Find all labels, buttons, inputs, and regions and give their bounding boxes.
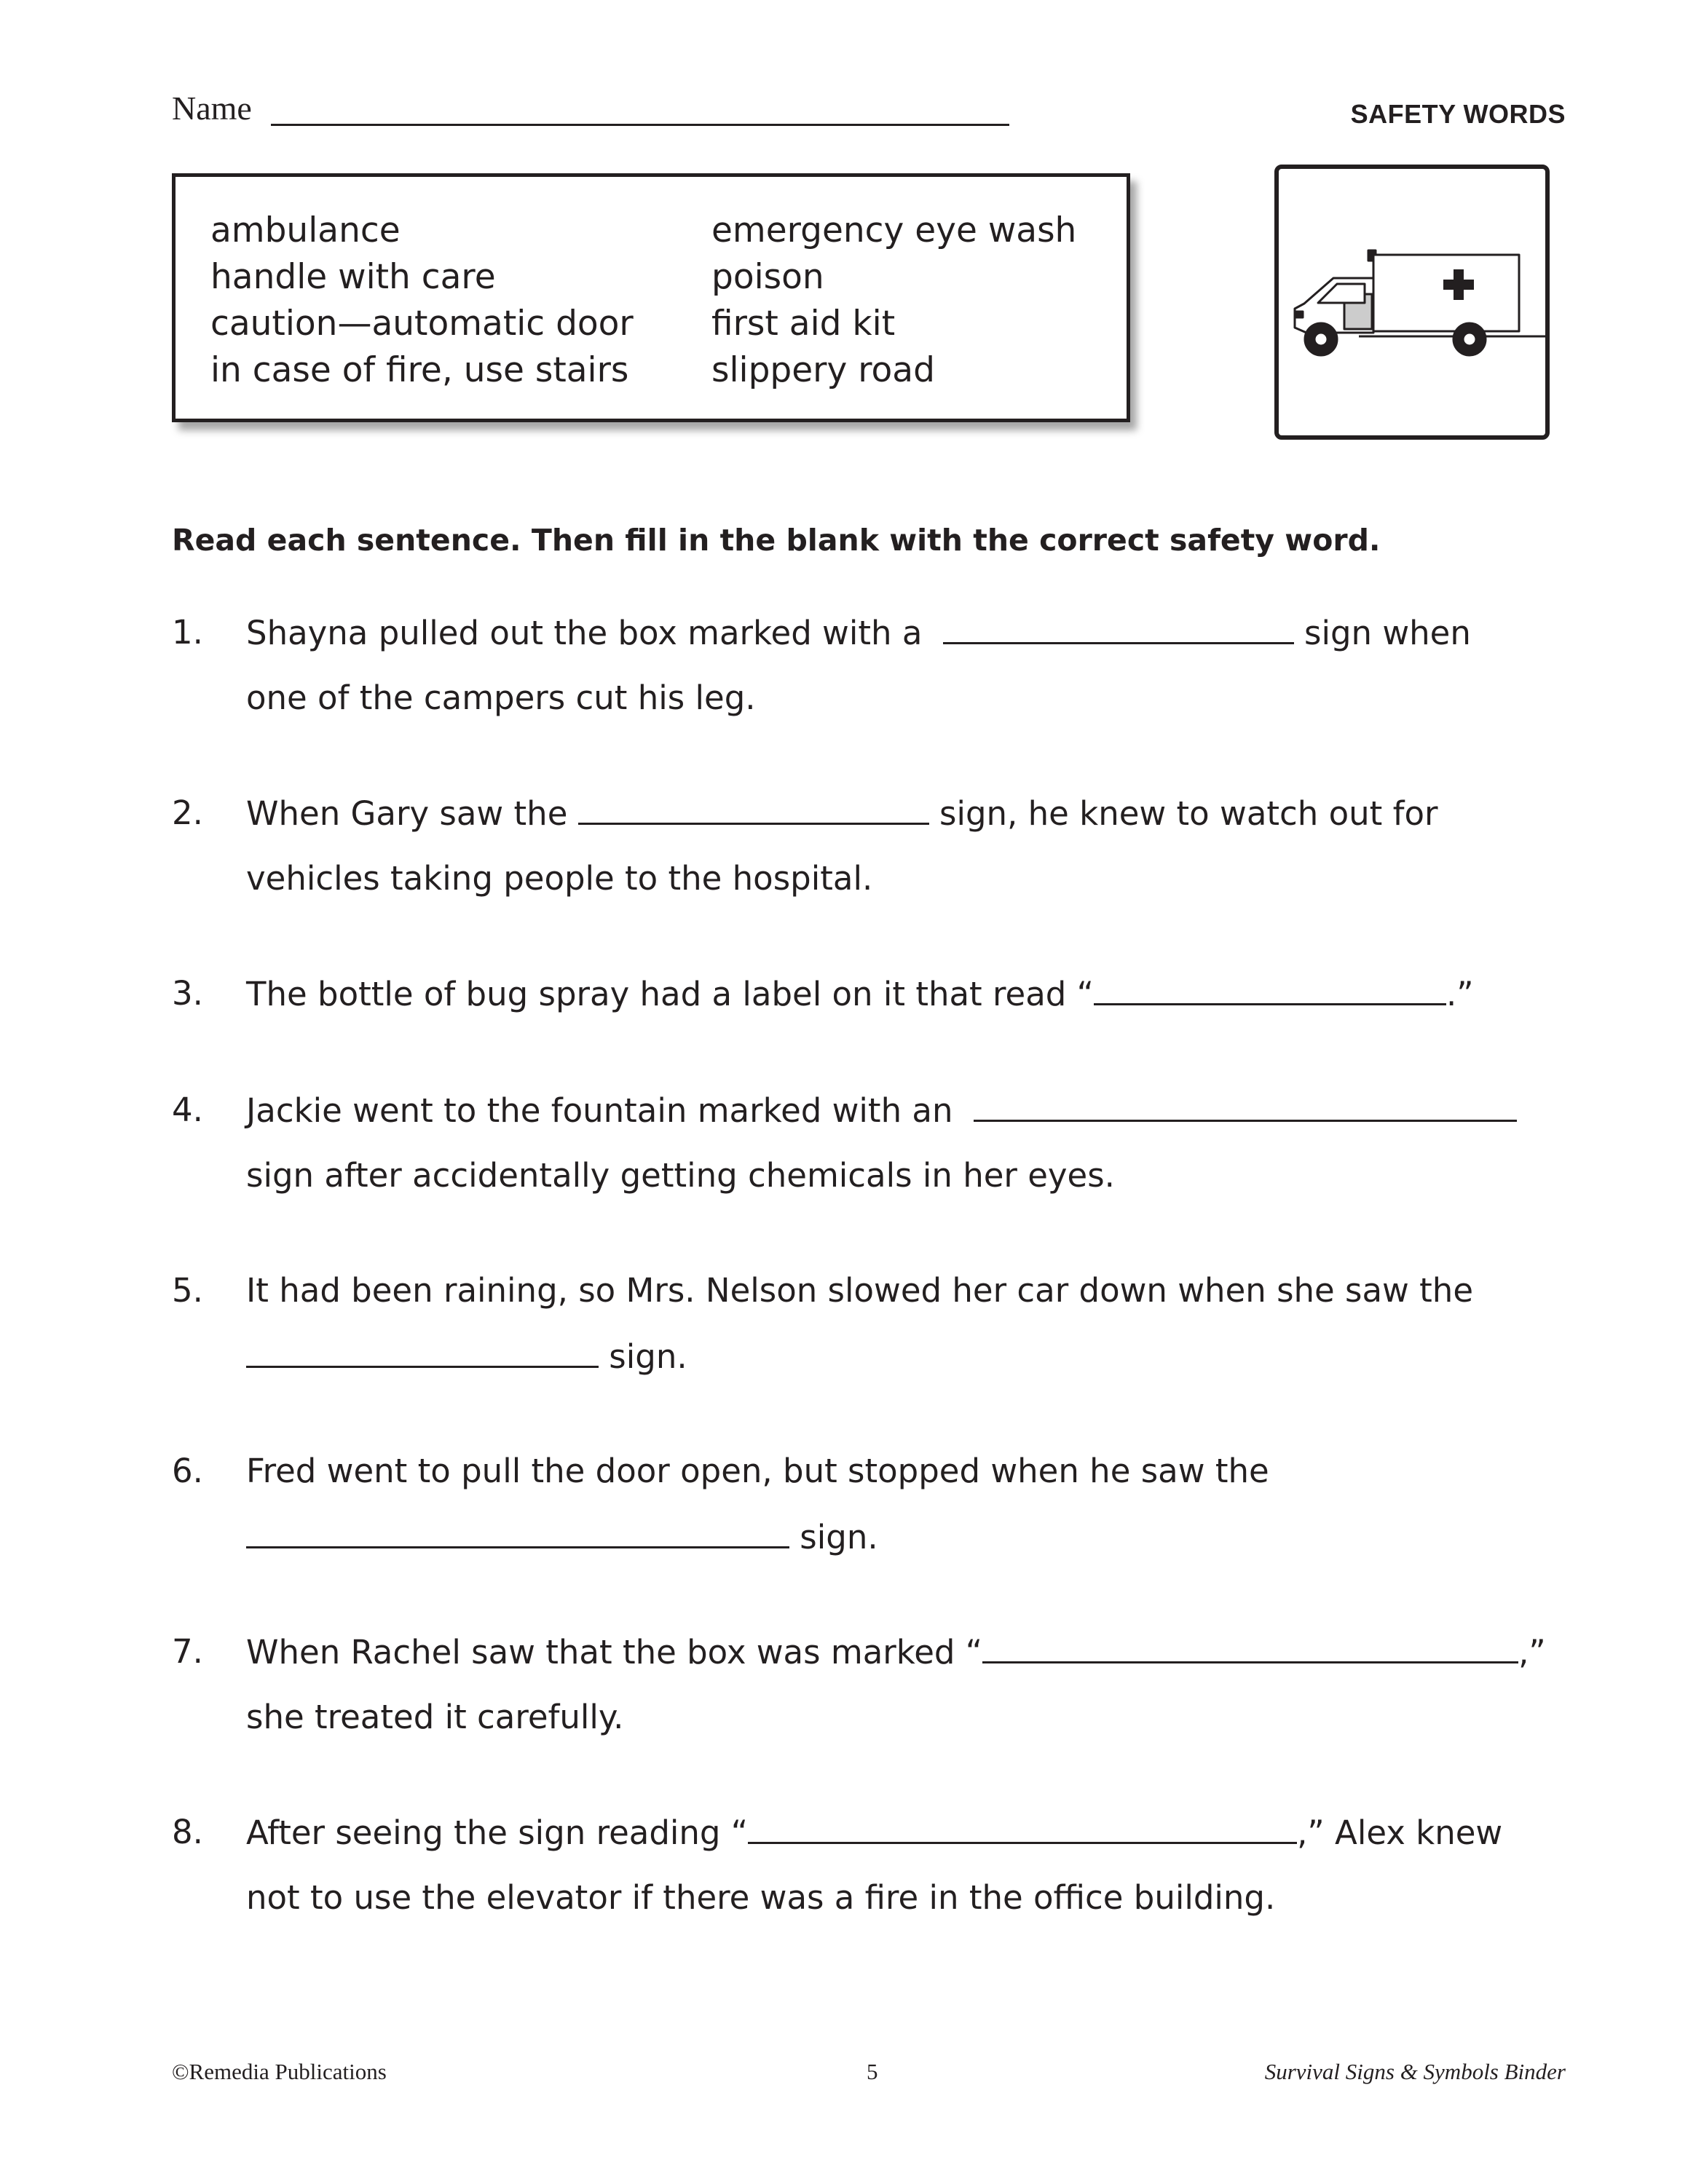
name-label: Name bbox=[172, 90, 252, 127]
question-text: When Rachel saw that the box was marked “ ,” bbox=[246, 1633, 1546, 1671]
answer-blank[interactable] bbox=[246, 1337, 599, 1368]
question-text: Shayna pulled out the box marked with a sign when bbox=[246, 614, 1471, 652]
answer-blank[interactable] bbox=[246, 1517, 789, 1548]
word-bank-item: emergency eye wash bbox=[711, 210, 1077, 250]
word-bank-item: caution—automatic door bbox=[210, 304, 634, 344]
answer-blank[interactable] bbox=[982, 1632, 1518, 1663]
question-text: Fred went to pull the door open, but stopped when he saw the bbox=[246, 1452, 1269, 1490]
word-bank-item: handle with care bbox=[210, 257, 496, 297]
question-number: 8. bbox=[172, 1813, 203, 1851]
answer-blank[interactable] bbox=[578, 794, 929, 825]
footer-page-number: 5 bbox=[867, 2059, 878, 2084]
word-bank-left-column bbox=[210, 207, 634, 394]
section-title: SAFETY WORDS bbox=[1350, 99, 1566, 129]
word-bank-item: first aid kit bbox=[711, 304, 896, 344]
word-bank-item: ambulance bbox=[210, 210, 401, 250]
question-text: Jackie went to the fountain marked with an bbox=[246, 1091, 1517, 1130]
question-text-continued: sign. bbox=[246, 1517, 878, 1556]
question-number: 1. bbox=[172, 613, 203, 652]
question-number: 2. bbox=[172, 794, 203, 832]
question-number: 7. bbox=[172, 1632, 203, 1671]
footer-book-title: Survival Signs & Symbols Binder bbox=[1264, 2059, 1566, 2084]
instructions: Read each sentence. Then fill in the blank with the correct safety word. bbox=[172, 523, 1381, 558]
word-bank bbox=[172, 173, 1130, 422]
question-text: After seeing the sign reading “ ,” Alex knew bbox=[246, 1813, 1503, 1852]
footer-publisher: ©Remedia Publications bbox=[172, 2059, 387, 2084]
answer-blank[interactable] bbox=[974, 1091, 1517, 1122]
question-text-continued: she treated it carefully. bbox=[246, 1698, 624, 1736]
word-bank-item: slippery road bbox=[711, 350, 935, 390]
answer-blank[interactable] bbox=[1094, 974, 1446, 1005]
ambulance-icon bbox=[1279, 169, 1554, 444]
question-number: 6. bbox=[172, 1452, 203, 1490]
answer-blank[interactable] bbox=[943, 613, 1294, 644]
question-text: The bottle of bug spray had a label on it that read “ .” bbox=[246, 975, 1474, 1013]
question-text: It had been raining, so Mrs. Nelson slowed her car down when she saw the bbox=[246, 1271, 1474, 1310]
question-number: 3. bbox=[172, 974, 203, 1013]
answer-blank[interactable] bbox=[748, 1813, 1297, 1844]
word-bank-item: poison bbox=[711, 257, 824, 297]
name-field[interactable] bbox=[271, 124, 1009, 126]
word-bank-item: in case of fire, use stairs bbox=[210, 350, 629, 390]
question-text: When Gary saw the sign, he knew to watch out for bbox=[246, 794, 1438, 833]
question-number: 5. bbox=[172, 1271, 203, 1310]
question-text-continued: sign. bbox=[246, 1337, 687, 1376]
question-text-continued: not to use the elevator if there was a fire in the office building. bbox=[246, 1878, 1276, 1917]
word-bank-right-column bbox=[711, 207, 1076, 394]
question-number: 4. bbox=[172, 1091, 203, 1129]
question-text-continued: vehicles taking people to the hospital. bbox=[246, 859, 873, 898]
ambulance-sign bbox=[1274, 165, 1550, 440]
question-text-continued: sign after accidentally getting chemicals in her eyes. bbox=[246, 1156, 1115, 1195]
question-text-continued: one of the campers cut his leg. bbox=[246, 678, 756, 717]
